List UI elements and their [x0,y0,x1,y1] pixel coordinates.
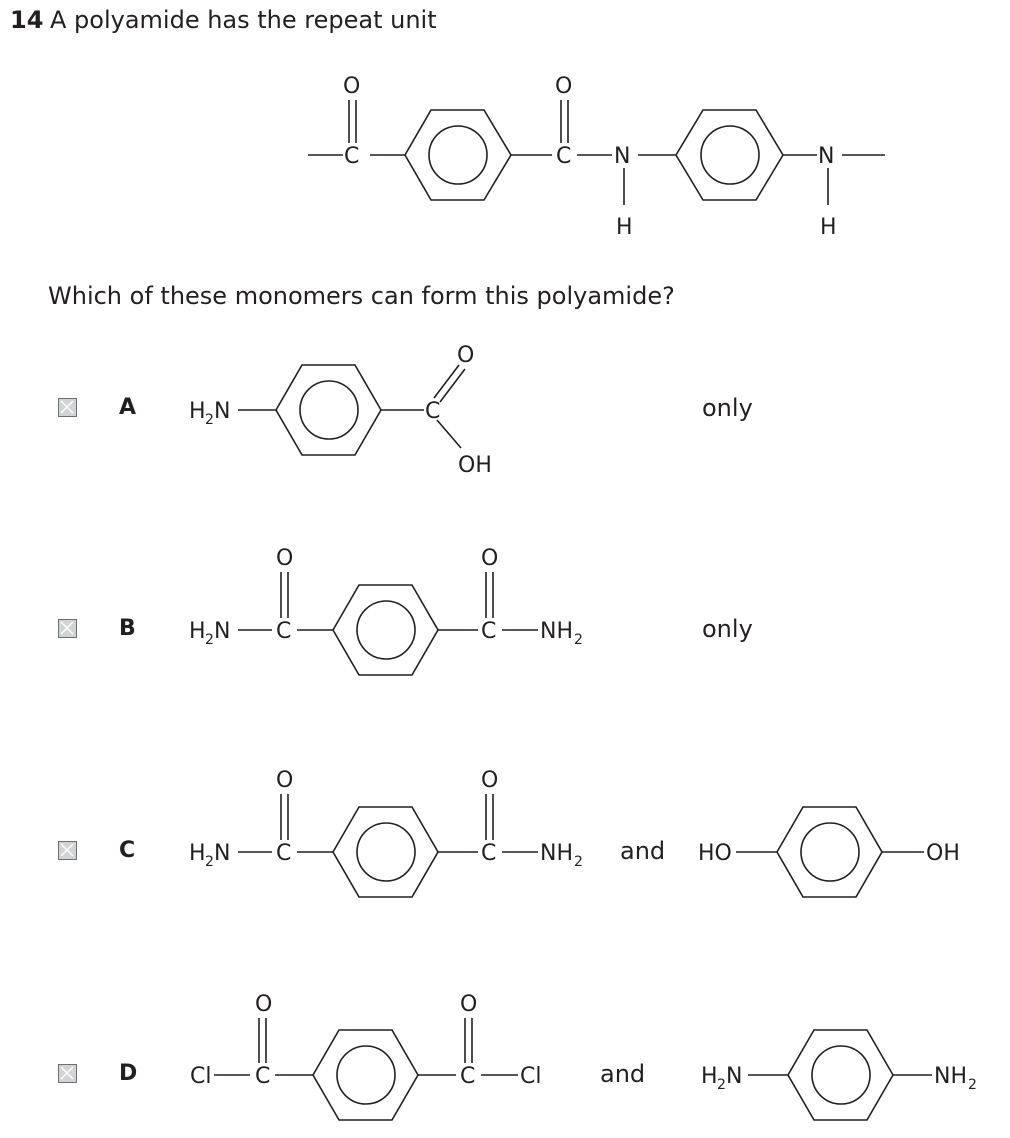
option-c-amine-subscript: 2 [205,854,214,870]
option-b-letter: B [119,616,136,641]
option-b-only: only [702,615,753,643]
option-c-carbon-1: C [276,841,292,866]
option-d-carbon-1: C [255,1064,271,1089]
option-a-only: only [702,394,753,422]
option-d-diamine-right: NH [934,1064,967,1089]
option-d-structure [0,985,1010,1125]
option-d-chloro-right: Cl [520,1064,542,1089]
question-stem: A polyamide has the repeat unit [50,6,437,34]
option-c-right-amine: NH [540,841,573,866]
option-a-amine-subscript: 2 [205,412,214,428]
repeat-unit-structure [0,0,1010,260]
option-c-amine-n: N [214,841,231,866]
option-c [0,762,1010,872]
option-d-and: and [600,1060,646,1088]
option-a-carbon: C [425,399,441,424]
question-number: 14 [10,6,44,34]
option-c-amine-h: H [189,841,206,866]
repeat-hydrogen-1: H [616,215,633,240]
option-d-oxygen-2: O [460,992,478,1017]
option-c-diol-oh: OH [926,841,960,866]
question-prompt: Which of these monomers can form this polyamide? [48,282,675,310]
option-d-letter: D [119,1061,138,1086]
repeat-nitrogen-2: N [818,144,835,169]
option-c-right-subscript: 2 [574,854,583,870]
option-d-diamine-right-subscript: 2 [968,1077,977,1093]
option-d-chloro-left: Cl [190,1064,212,1089]
option-c-carbon-2: C [481,841,497,866]
option-b-right-amine: NH [540,619,573,644]
option-b-carbon-2: C [481,619,497,644]
option-c-diol-ho: HO [698,841,732,866]
option-a-letter: A [119,395,137,420]
option-a-oxygen: O [457,343,475,368]
option-b-carbon-1: C [276,619,292,644]
option-b-amine-subscript: 2 [205,632,214,648]
option-b [0,540,1010,650]
repeat-carbon-1: C [344,144,360,169]
repeat-nitrogen-1: N [614,144,631,169]
repeat-oxygen-2: O [555,74,573,99]
option-a-amine-h: H [189,399,206,424]
option-d-diamine-subscript: 2 [717,1077,726,1093]
option-d-diamine-h: H [701,1064,718,1089]
option-b-oxygen-1: O [276,546,294,571]
repeat-oxygen-1: O [343,74,361,99]
option-d-carbon-2: C [460,1064,476,1089]
option-c-oxygen-2: O [481,768,499,793]
option-b-right-subscript: 2 [574,632,583,648]
option-c-structure [0,762,1010,902]
option-c-letter: C [119,838,136,863]
option-b-oxygen-2: O [481,546,499,571]
option-d-diamine-n: N [726,1064,743,1089]
option-c-and: and [620,837,666,865]
option-d [0,985,1010,1095]
repeat-carbon-2: C [556,144,572,169]
option-a-hydroxyl: OH [458,453,492,478]
repeat-hydrogen-2: H [820,215,837,240]
option-d-oxygen-1: O [255,992,273,1017]
option-a-amine-n: N [214,399,231,424]
option-b-structure [0,540,1010,680]
option-c-oxygen-1: O [276,768,294,793]
option-a-structure [0,340,1010,480]
option-a [0,340,1010,478]
option-b-amine-h: H [189,619,206,644]
option-b-amine-n: N [214,619,231,644]
